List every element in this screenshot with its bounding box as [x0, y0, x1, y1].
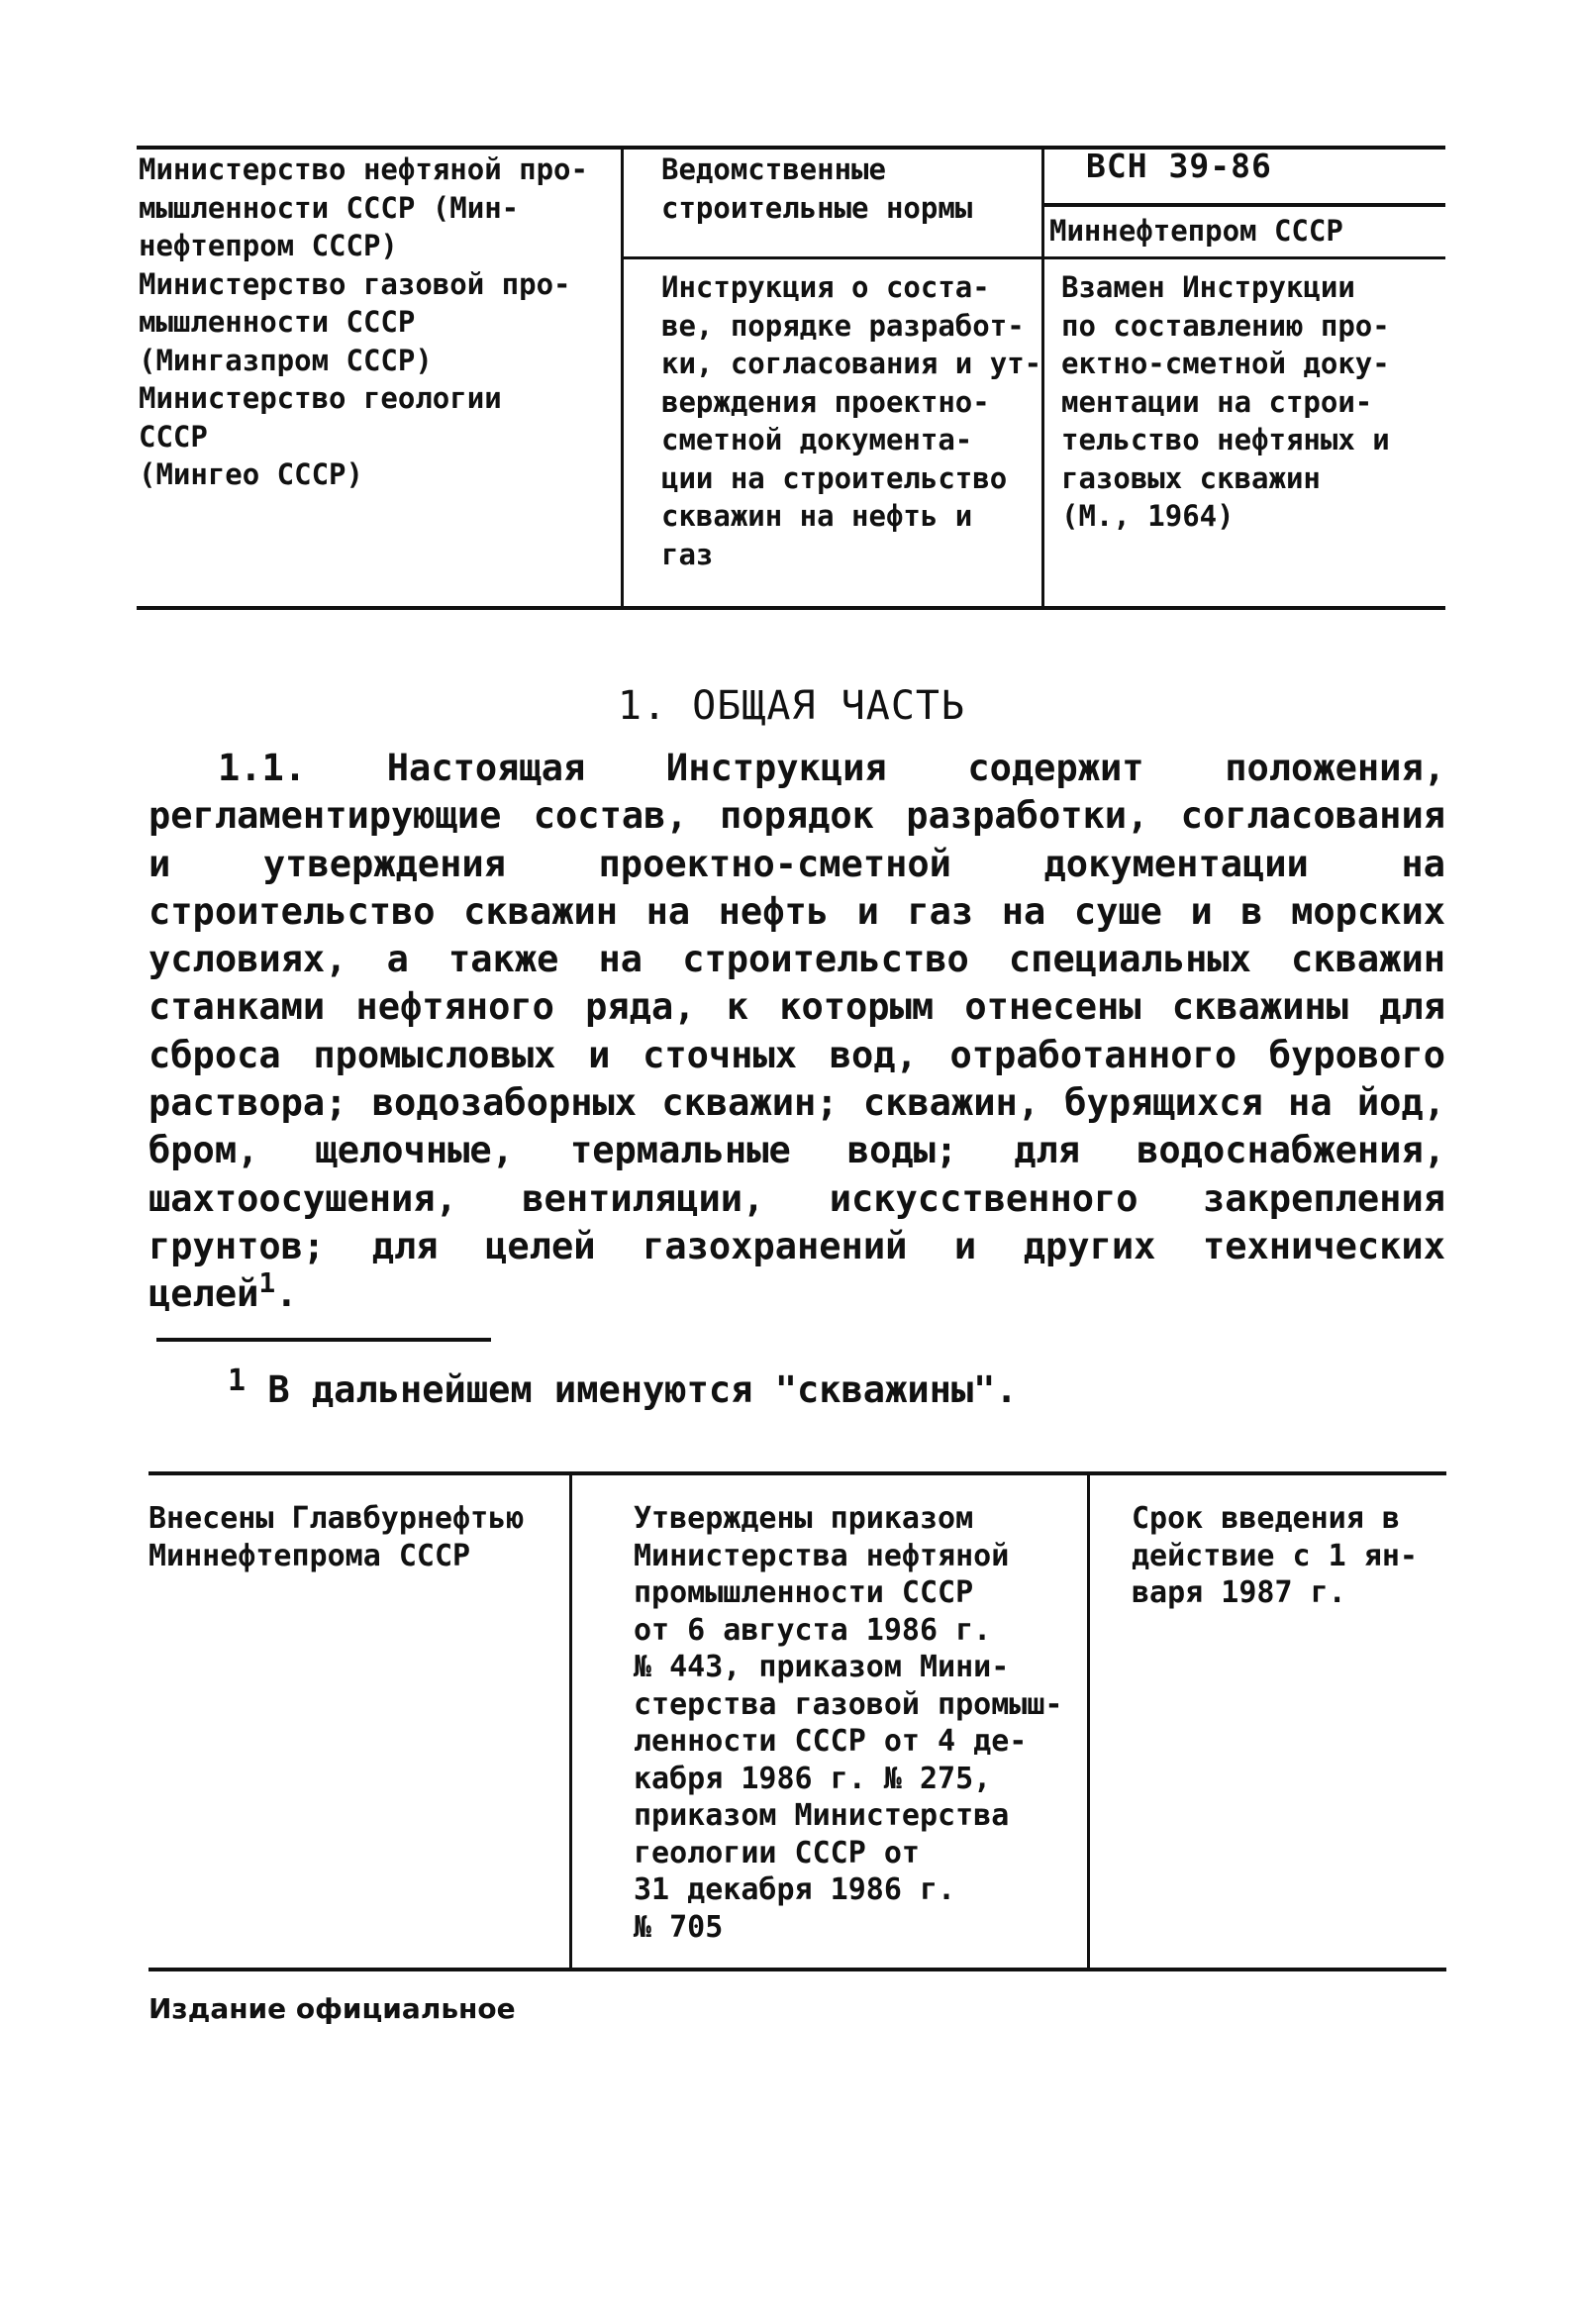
paragraph-1-1 — [148, 745, 1445, 1319]
header-table-code-rule — [1043, 203, 1445, 207]
header-table-divider-left — [621, 147, 624, 608]
instruction-title-cell: Инструкция о соста- ве, порядке разработ- ки, согласования и ут- верждения проектно- сметной документа- ции на строительство скважин на нефть и газ — [661, 270, 1042, 571]
ministries-cell: Министерство нефтяной про- мышленности СССР (Мин- нефтепром СССР) Министерство газовой про- мышленности СССР (Мингазпром СССР) Министерство геологии СССР (Мингео СССР) — [139, 152, 588, 491]
footnote — [228, 1364, 1018, 1411]
header-table-bottom-rule — [137, 606, 1445, 610]
issuer-cell: Миннефтепром СССР — [1049, 214, 1343, 248]
paragraph-end: . — [275, 1272, 298, 1316]
official-edition-label: Издание официальное — [148, 1992, 516, 2025]
document-code: ВСН 39-86 — [1086, 147, 1272, 185]
paragraph-text: 1.1. Настоящая Инструкция содержит положения, регламентирующие состав, порядок разработки, согласования и утверждения проектно-сметной документации на строительство скважин на нефть и газ на суше и в морских условиях, а также на строительство специальных скважин станками нефтяного ряда, к которым отнесены скважины для сброса промысловых и сточных вод, отработанного бурового раствора; водозаборных скважин; скважин, бурящихся на йод, бром, щелочные, термальные воды; для водоснабжения, шахтоосушения, вентиляции, искусственного закрепления грунтов; для целей газохранений и других технических целей — [148, 747, 1445, 1316]
footer-table-top-rule — [148, 1471, 1446, 1475]
footnote-text: В дальнейшем именуются "скважины". — [267, 1368, 1018, 1411]
footer-table-divider-right — [1087, 1473, 1090, 1969]
footnote-reference: 1 — [258, 1266, 276, 1300]
footer-table-bottom-rule — [148, 1968, 1446, 1971]
introduced-by-cell: Внесены Главбурнефтью Миннефтепрома СССР — [148, 1501, 525, 1573]
doc-type-cell: Ведомственные строительные нормы — [661, 152, 973, 225]
replaces-cell: Взамен Инструкции по составлению про- ектно-сметной доку- ментации на строи- тельство нефтяных и газовых скважин (М., 1964) — [1061, 270, 1390, 533]
footer-table-divider-left — [569, 1473, 572, 1969]
footnote-separator — [156, 1338, 491, 1342]
section-heading: 1. ОБЩАЯ ЧАСТЬ — [617, 683, 966, 729]
section-body — [148, 745, 1445, 1319]
effective-date-cell: Срок введения в действие с 1 ян- варя 1987 г. — [1132, 1501, 1418, 1610]
footnote-marker: 1 — [228, 1364, 247, 1398]
header-table-middle-rule — [623, 256, 1445, 259]
approved-by-cell: Утверждены приказом Министерства нефтяной промышленности СССР от 6 августа 1986 г. № 443, приказом Мини- стерства газовой промыш- ленности СССР от 4 де- кабря 1986 г. № 275, приказом Министерства геологии СССР от 31 декабря 1986 г. № 705 — [634, 1501, 1063, 1945]
